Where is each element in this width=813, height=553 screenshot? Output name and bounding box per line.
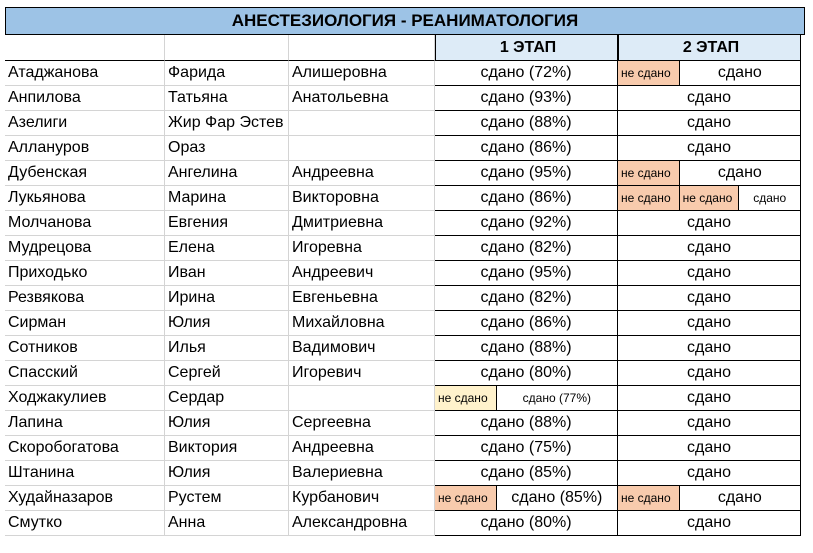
stage1-cell[interactable]: сдано (86%) xyxy=(435,136,618,161)
first-name-cell[interactable]: Анна xyxy=(165,511,289,536)
stage1-cell[interactable]: сдано (86%) xyxy=(435,186,618,211)
table-row xyxy=(5,311,805,336)
first-name-cell[interactable]: Фарида xyxy=(165,61,289,86)
stage2-cell[interactable] xyxy=(618,186,801,211)
first-name-cell[interactable]: Юлия xyxy=(165,461,289,486)
last-name-cell[interactable]: Аллануров xyxy=(5,136,165,161)
first-name-cell[interactable]: Сердар xyxy=(165,386,289,411)
stage1-cell[interactable]: сдано (95%) xyxy=(435,161,618,186)
last-name-cell[interactable]: Ходжакулиев xyxy=(5,386,165,411)
last-name-cell[interactable]: Худайназаров xyxy=(5,486,165,511)
header-cell-empty[interactable] xyxy=(289,35,435,61)
stage1-cell[interactable]: сдано (92%) xyxy=(435,211,618,236)
stage1-cell[interactable]: сдано (88%) xyxy=(435,111,618,136)
table-row xyxy=(5,386,805,411)
first-name-cell[interactable]: Сергей xyxy=(165,361,289,386)
middle-name-cell[interactable] xyxy=(289,136,435,161)
first-name-cell[interactable]: Ораз xyxy=(165,136,289,161)
middle-name-cell[interactable]: Дмитриевна xyxy=(289,211,435,236)
last-name-cell[interactable]: Анпилова xyxy=(5,86,165,111)
middle-name-cell[interactable]: Вадимович xyxy=(289,336,435,361)
middle-name-cell[interactable]: Курбанович xyxy=(289,486,435,511)
last-name-cell[interactable]: Сотников xyxy=(5,336,165,361)
pass-status: сдано (77%) xyxy=(522,391,591,405)
stage2-cell[interactable]: сдано xyxy=(618,386,801,411)
middle-name-cell[interactable] xyxy=(289,386,435,411)
table-row xyxy=(5,111,805,136)
last-name-cell[interactable]: Молчанова xyxy=(5,211,165,236)
stage1-cell[interactable] xyxy=(435,386,618,411)
fail-status: не сдано xyxy=(618,486,680,510)
first-name-cell[interactable]: Елена xyxy=(165,236,289,261)
stage2-cell[interactable]: сдано xyxy=(618,211,801,236)
stage2-cell[interactable] xyxy=(618,61,801,86)
fail-status: не сдано xyxy=(435,486,497,510)
first-name-cell[interactable]: Татьяна xyxy=(165,86,289,111)
fail-status: не сдано xyxy=(680,186,740,210)
middle-name-cell[interactable]: Евгеньевна xyxy=(289,286,435,311)
pass-status: сдано xyxy=(717,489,762,506)
pass-status: сдано xyxy=(753,191,787,205)
table-row xyxy=(5,236,805,261)
table-row xyxy=(5,61,805,86)
middle-name-cell[interactable]: Александровна xyxy=(289,511,435,536)
table-row xyxy=(5,411,805,436)
stage1-cell[interactable]: сдано (75%) xyxy=(435,436,618,461)
fail-status: не сдано xyxy=(618,161,680,185)
last-name-cell[interactable]: Скоробогатова xyxy=(5,436,165,461)
stage2-cell[interactable]: сдано xyxy=(618,411,801,436)
stage2-cell[interactable]: сдано xyxy=(618,136,801,161)
last-name-cell[interactable]: Азелиги xyxy=(5,111,165,136)
pass-status: сдано (85%) xyxy=(511,489,603,506)
first-name-cell[interactable]: Евгения xyxy=(165,211,289,236)
fail-status: не сдано xyxy=(618,186,680,210)
stage2-cell[interactable]: сдано xyxy=(618,461,801,486)
stage1-cell[interactable]: сдано (93%) xyxy=(435,86,618,111)
first-name-cell[interactable]: Юлия xyxy=(165,311,289,336)
last-name-cell[interactable]: Приходько xyxy=(5,261,165,286)
stage1-cell[interactable]: сдано (82%) xyxy=(435,236,618,261)
last-name-cell[interactable]: Атаджанова xyxy=(5,61,165,86)
stage2-cell[interactable]: сдано xyxy=(618,86,801,111)
stage1-cell[interactable]: сдано (80%) xyxy=(435,361,618,386)
middle-name-cell[interactable]: Михайловна xyxy=(289,311,435,336)
first-name-cell[interactable]: Марина xyxy=(165,186,289,211)
last-name-cell[interactable]: Лукьянова xyxy=(5,186,165,211)
stage1-cell[interactable]: сдано (82%) xyxy=(435,286,618,311)
table-row xyxy=(5,211,805,236)
stage2-header[interactable]: 2 ЭТАП xyxy=(618,35,801,61)
middle-name-cell[interactable]: Андреевна xyxy=(289,161,435,186)
stage2-cell[interactable]: сдано xyxy=(618,236,801,261)
last-name-cell[interactable]: Лапина xyxy=(5,411,165,436)
table-row xyxy=(5,161,805,186)
stage1-cell[interactable]: сдано (80%) xyxy=(435,511,618,536)
middle-name-cell[interactable]: Алишеровна xyxy=(289,61,435,86)
pass-status: сдано xyxy=(717,164,762,181)
last-name-cell[interactable]: Смутко xyxy=(5,511,165,536)
stage1-cell[interactable]: сдано (88%) xyxy=(435,411,618,436)
first-name-cell[interactable]: Ангелина xyxy=(165,161,289,186)
stage1-cell[interactable] xyxy=(435,486,618,511)
stage2-cell[interactable]: сдано xyxy=(618,111,801,136)
first-name-cell[interactable]: Виктория xyxy=(165,436,289,461)
last-name-cell[interactable]: Спасский xyxy=(5,361,165,386)
stage1-cell[interactable]: сдано (95%) xyxy=(435,261,618,286)
stage2-cell[interactable]: сдано xyxy=(618,361,801,386)
table-row xyxy=(5,136,805,161)
fail-status: не сдано xyxy=(435,386,497,410)
stage1-cell[interactable]: сдано (72%) xyxy=(435,61,618,86)
pass-status: сдано xyxy=(717,64,762,81)
stage1-cell[interactable]: сдано (86%) xyxy=(435,311,618,336)
table-body xyxy=(5,61,805,536)
first-name-cell[interactable]: Юлия xyxy=(165,411,289,436)
stage2-cell[interactable] xyxy=(618,161,801,186)
table-row xyxy=(5,511,805,536)
table-row xyxy=(5,461,805,486)
sheet-title[interactable]: АНЕСТЕЗИОЛОГИЯ - РЕАНИМАТОЛОГИЯ xyxy=(5,7,805,35)
stage2-cell[interactable] xyxy=(618,486,801,511)
header-row xyxy=(5,35,805,61)
first-name-cell[interactable]: Илья xyxy=(165,336,289,361)
middle-name-cell[interactable]: Валериевна xyxy=(289,461,435,486)
stage2-cell[interactable]: сдано xyxy=(618,286,801,311)
table-row xyxy=(5,86,805,111)
middle-name-cell[interactable]: Игоревич xyxy=(289,361,435,386)
middle-name-cell[interactable]: Сергеевна xyxy=(289,411,435,436)
middle-name-cell[interactable]: Андреевна xyxy=(289,436,435,461)
last-name-cell[interactable]: Сирман xyxy=(5,311,165,336)
stage1-cell[interactable]: сдано (88%) xyxy=(435,336,618,361)
table-row xyxy=(5,361,805,386)
middle-name-cell[interactable]: Андреевич xyxy=(289,261,435,286)
first-name-cell[interactable]: Иван xyxy=(165,261,289,286)
first-name-cell[interactable]: Ирина xyxy=(165,286,289,311)
stage2-cell[interactable]: сдано xyxy=(618,311,801,336)
first-name-cell[interactable]: Рустем xyxy=(165,486,289,511)
middle-name-cell[interactable]: Игоревна xyxy=(289,236,435,261)
middle-name-cell[interactable]: Анатольевна xyxy=(289,86,435,111)
table-row xyxy=(5,261,805,286)
table-row xyxy=(5,286,805,311)
middle-name-cell[interactable]: Викторовна xyxy=(289,186,435,211)
middle-name-cell[interactable] xyxy=(289,111,435,136)
last-name-cell[interactable]: Дубенская xyxy=(5,161,165,186)
fail-status: не сдано xyxy=(618,61,680,85)
table-row xyxy=(5,486,805,511)
last-name-cell[interactable]: Мудрецова xyxy=(5,236,165,261)
header-cell-empty[interactable] xyxy=(5,35,165,61)
stage2-cell[interactable]: сдано xyxy=(618,511,801,536)
stage1-cell[interactable]: сдано (85%) xyxy=(435,461,618,486)
stage1-header[interactable]: 1 ЭТАП xyxy=(435,35,618,61)
first-name-cell[interactable]: Жир Фар Эстев xyxy=(165,111,289,136)
table-row xyxy=(5,336,805,361)
last-name-cell[interactable]: Резвякова xyxy=(5,286,165,311)
last-name-cell[interactable]: Штанина xyxy=(5,461,165,486)
results-sheet xyxy=(5,7,805,536)
header-cell-empty[interactable] xyxy=(165,35,289,61)
stage2-cell[interactable]: сдано xyxy=(618,436,801,461)
stage2-cell[interactable]: сдано xyxy=(618,261,801,286)
table-row xyxy=(5,186,805,211)
stage2-cell[interactable]: сдано xyxy=(618,336,801,361)
table-row xyxy=(5,436,805,461)
